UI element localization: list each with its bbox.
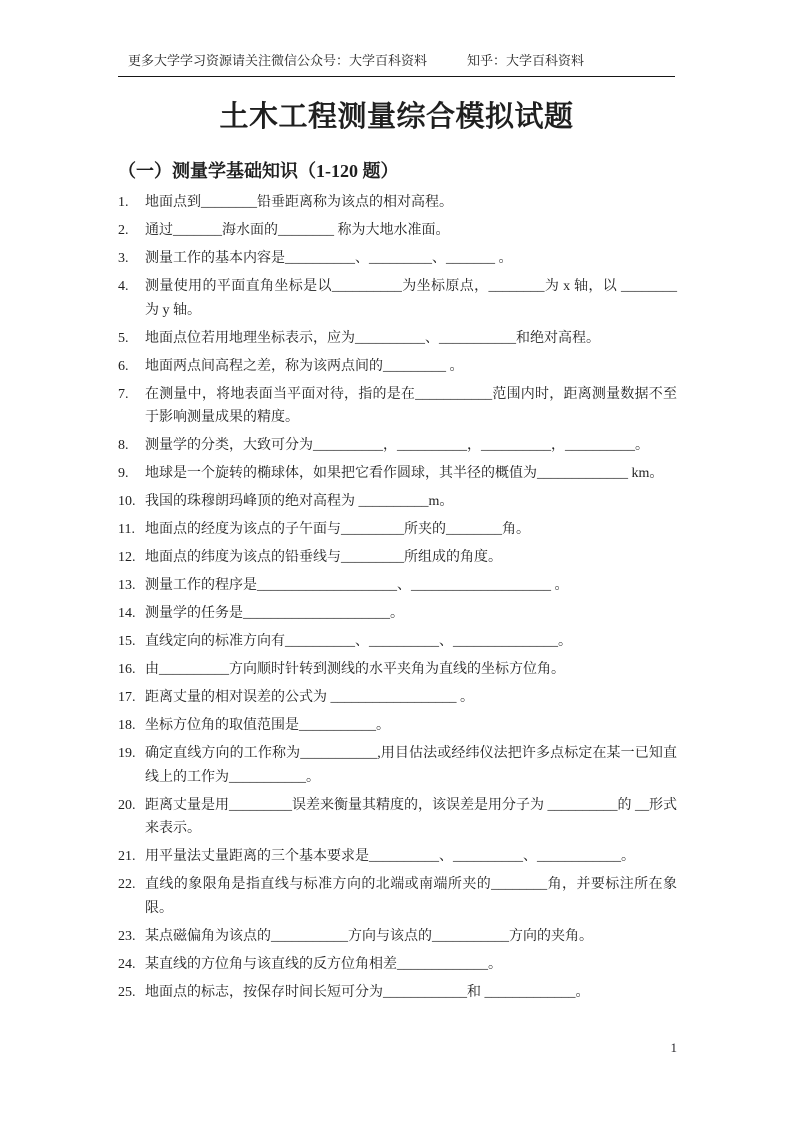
question-item <box>118 742 677 789</box>
question-number: 4. <box>118 279 129 294</box>
question-item <box>118 191 677 215</box>
page-header <box>118 50 675 77</box>
question-number: 18. <box>118 718 136 733</box>
question-item <box>118 490 677 514</box>
question-text: 测量工作的基本内容是__________、_________、_______ 。 <box>145 251 513 266</box>
question-item <box>118 518 677 542</box>
question-text: 直线的象限角是指直线与标准方向的北端或南端所夹的________角，并要标注所在象限。 <box>145 877 677 916</box>
question-item <box>118 546 677 570</box>
question-number: 2. <box>118 223 129 238</box>
document-title: 土木工程测量综合模拟试题 <box>219 101 574 133</box>
question-text: 地面点的纬度为该点的铅垂线与_________所组成的角度。 <box>145 550 502 565</box>
question-text: 距离丈量是用_________误差来衡量其精度的，该误差是用分子为 __________的 __形式来表示。 <box>145 797 677 836</box>
question-item <box>118 275 677 322</box>
question-number: 23. <box>118 928 136 944</box>
question-text: 由__________方向顺时针转到测线的水平夹角为直线的坐标方位角。 <box>145 662 565 677</box>
question-number: 25. <box>118 984 136 1000</box>
question-number: 5. <box>118 330 129 346</box>
question-text: 直线定向的标准方向有__________、__________、_______________。 <box>145 634 572 649</box>
question-text: 确定直线方向的工作称为___________,用目估法或经纬仪法把许多点标定在某一已知直线上的工作为___________。 <box>145 746 677 785</box>
question-number: 11. <box>118 522 135 537</box>
question-text: 地面点的经度为该点的子午面与_________所夹的________角。 <box>145 522 530 537</box>
question-item <box>118 327 677 351</box>
question-item <box>118 355 677 379</box>
question-text: 测量使用的平面直角坐标是以__________为坐标原点，________为 x 轴，以 ________为 y 轴。 <box>145 279 677 318</box>
question-item <box>118 247 677 271</box>
question-number: 15. <box>118 634 136 649</box>
question-item <box>118 434 677 458</box>
question-number: 16. <box>118 662 136 677</box>
question-item <box>118 925 677 949</box>
question-item <box>118 658 677 682</box>
page-footer <box>0 1040 677 1056</box>
question-item <box>118 794 677 841</box>
question-text: 地面点的标志，按保存时间长短可分为____________和 _____________。 <box>145 984 590 1000</box>
question-text: 测量学的任务是_____________________。 <box>145 606 404 621</box>
question-number: 13. <box>118 578 136 593</box>
question-number: 3. <box>118 251 129 266</box>
question-number: 8. <box>118 438 129 453</box>
question-number: 12. <box>118 550 136 565</box>
page-number: 1 <box>670 1040 677 1055</box>
question-item <box>118 602 677 626</box>
question-number: 21. <box>118 849 136 864</box>
question-text: 某点磁偏角为该点的___________方向与该点的___________方向的夹角。 <box>145 928 593 944</box>
question-list <box>118 191 677 1009</box>
question-text: 测量学的分类，大致可分为__________，__________，__________，__________。 <box>145 438 649 453</box>
question-number: 6. <box>118 358 129 374</box>
question-item <box>118 873 677 920</box>
question-item <box>118 574 677 598</box>
question-number: 20. <box>118 797 136 813</box>
question-item <box>118 630 677 654</box>
question-text: 地面两点间高程之差，称为该两点间的_________ 。 <box>145 358 464 374</box>
header-wechat-note: 更多大学学习资源请关注微信公众号：大学百科资料 <box>128 53 428 68</box>
question-item <box>118 981 677 1005</box>
question-item <box>118 686 677 710</box>
question-text: 测量工作的程序是____________________、____________________ 。 <box>145 578 569 593</box>
question-number: 9. <box>118 466 129 481</box>
question-item <box>118 383 677 430</box>
question-number: 14. <box>118 606 136 621</box>
question-number: 24. <box>118 956 136 972</box>
question-text: 地面点到________铅垂距离称为该点的相对高程。 <box>145 195 453 210</box>
question-item <box>118 845 677 869</box>
question-text: 我国的珠穆朗玛峰顶的绝对高程为 __________m。 <box>145 494 454 509</box>
question-number: 1. <box>118 195 129 210</box>
header-zhihu-note: 知乎：大学百科资料 <box>467 53 585 68</box>
question-number: 10. <box>118 494 136 509</box>
question-text: 在测量中，将地表面当平面对待，指的是在___________范围内时，距离测量数据不至于影响测量成果的精度。 <box>145 386 677 425</box>
question-text: 坐标方位角的取值范围是___________。 <box>145 718 390 733</box>
question-text: 地面点位若用地理坐标表示，应为__________、___________和绝对高程。 <box>145 330 600 346</box>
question-item <box>118 953 677 977</box>
question-text: 通过_______海水面的________ 称为大地水准面。 <box>145 223 450 238</box>
question-item <box>118 219 677 243</box>
question-item <box>118 462 677 486</box>
question-number: 19. <box>118 746 136 761</box>
question-number: 22. <box>118 877 136 892</box>
question-number: 17. <box>118 690 136 705</box>
question-item <box>118 714 677 738</box>
question-text: 地球是一个旋转的椭球体，如果把它看作圆球，其半径的概值为_____________ km。 <box>145 466 664 481</box>
question-number: 7. <box>118 386 129 402</box>
question-text: 距离丈量的相对误差的公式为 __________________ 。 <box>145 690 474 705</box>
question-text: 某直线的方位角与该直线的反方位角相差_____________。 <box>145 956 502 972</box>
header-text <box>118 50 675 69</box>
section-heading: （一）测量学基础知识（1-120 题） <box>118 161 399 181</box>
question-text: 用平量法丈量距离的三个基本要求是__________、__________、____________。 <box>145 849 635 864</box>
